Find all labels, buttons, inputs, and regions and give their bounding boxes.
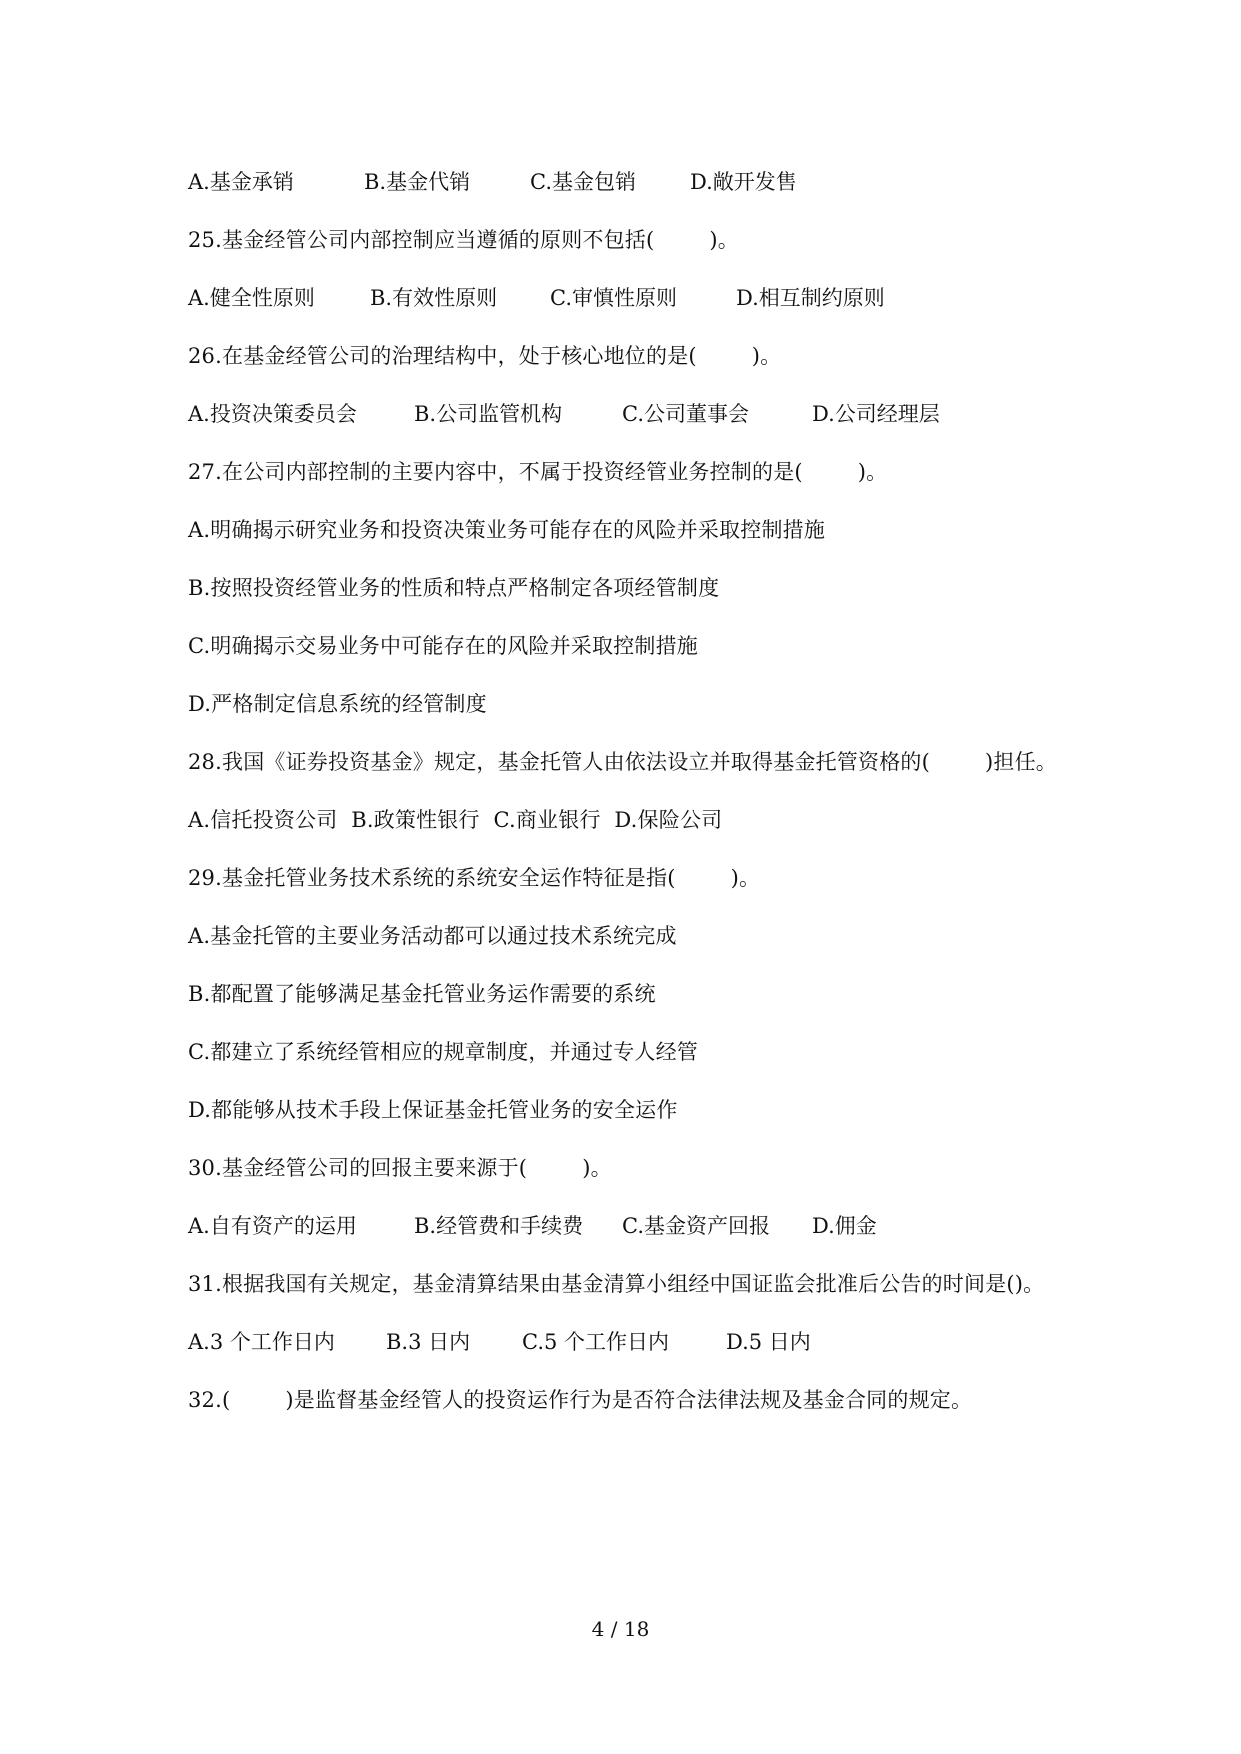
option-c: C.基金包销 — [530, 170, 636, 194]
q29-option-a: A.基金托管的主要业务活动都可以通过技术系统完成 — [188, 924, 677, 948]
q28-options: A.信托投资公司 B.政策性银行 C.商业银行 D.保险公司 — [188, 808, 723, 832]
question-29: 29.基金托管业务技术系统的系统安全运作特征是指( )。 — [188, 866, 761, 890]
option-a: A.基金承销 — [188, 170, 294, 194]
question-32: 32.( )是监督基金经管人的投资运作行为是否符合法律法规及基金合同的规定。 — [188, 1388, 973, 1412]
option-d: D.公司经理层 — [812, 402, 940, 426]
option-a: A.健全性原则 — [188, 286, 315, 310]
q27-option-d: D.严格制定信息系统的经管制度 — [188, 692, 487, 716]
option-c: C.公司董事会 — [622, 402, 749, 426]
option-d: D.佣金 — [812, 1214, 877, 1238]
q27-option-c: C.明确揭示交易业务中可能存在的风险并采取控制措施 — [188, 634, 698, 658]
q27-option-b: B.按照投资经管业务的性质和特点严格制定各项经管制度 — [188, 576, 720, 600]
option-b: B.3 日内 — [386, 1330, 471, 1354]
q27-option-a: A.明确揭示研究业务和投资决策业务可能存在的风险并采取控制措施 — [188, 518, 826, 542]
question-27: 27.在公司内部控制的主要内容中，不属于投资经管业务控制的是( )。 — [188, 460, 888, 484]
question-30: 30.基金经管公司的回报主要来源于( )。 — [188, 1156, 612, 1180]
q29-option-b: B.都配置了能够满足基金托管业务运作需要的系统 — [188, 982, 656, 1006]
question-28: 28.我国《证券投资基金》规定，基金托管人由依法设立并取得基金托管资格的( )担任。 — [188, 750, 1057, 774]
option-a: A.3 个工作日内 — [188, 1330, 335, 1354]
option-c: C.基金资产回报 — [622, 1214, 770, 1238]
option-a: A.投资决策委员会 — [188, 402, 357, 426]
question-31: 31.根据我国有关规定，基金清算结果由基金清算小组经中国证监会批准后公告的时间是()。 — [188, 1272, 1045, 1296]
option-d: D.相互制约原则 — [736, 286, 885, 310]
option-a: A.自有资产的运用 — [188, 1214, 357, 1238]
question-25: 25.基金经管公司内部控制应当遵循的原则不包括( )。 — [188, 228, 739, 252]
option-d: D.5 日内 — [726, 1330, 811, 1354]
option-c: C.5 个工作日内 — [522, 1330, 670, 1354]
option-c: C.审慎性原则 — [550, 286, 677, 310]
option-b: B.公司监管机构 — [414, 402, 563, 426]
option-b: B.有效性原则 — [370, 286, 498, 310]
page-number: 4 / 18 — [591, 1617, 650, 1641]
question-26: 26.在基金经管公司的治理结构中，处于核心地位的是( )。 — [188, 344, 782, 368]
option-b: B.经管费和手续费 — [414, 1214, 584, 1238]
option-d: D.敞开发售 — [690, 170, 797, 194]
option-b: B.基金代销 — [364, 170, 471, 194]
q29-option-d: D.都能够从技术手段上保证基金托管业务的安全运作 — [188, 1098, 678, 1122]
q29-option-c: C.都建立了系统经管相应的规章制度，并通过专人经管 — [188, 1040, 698, 1064]
